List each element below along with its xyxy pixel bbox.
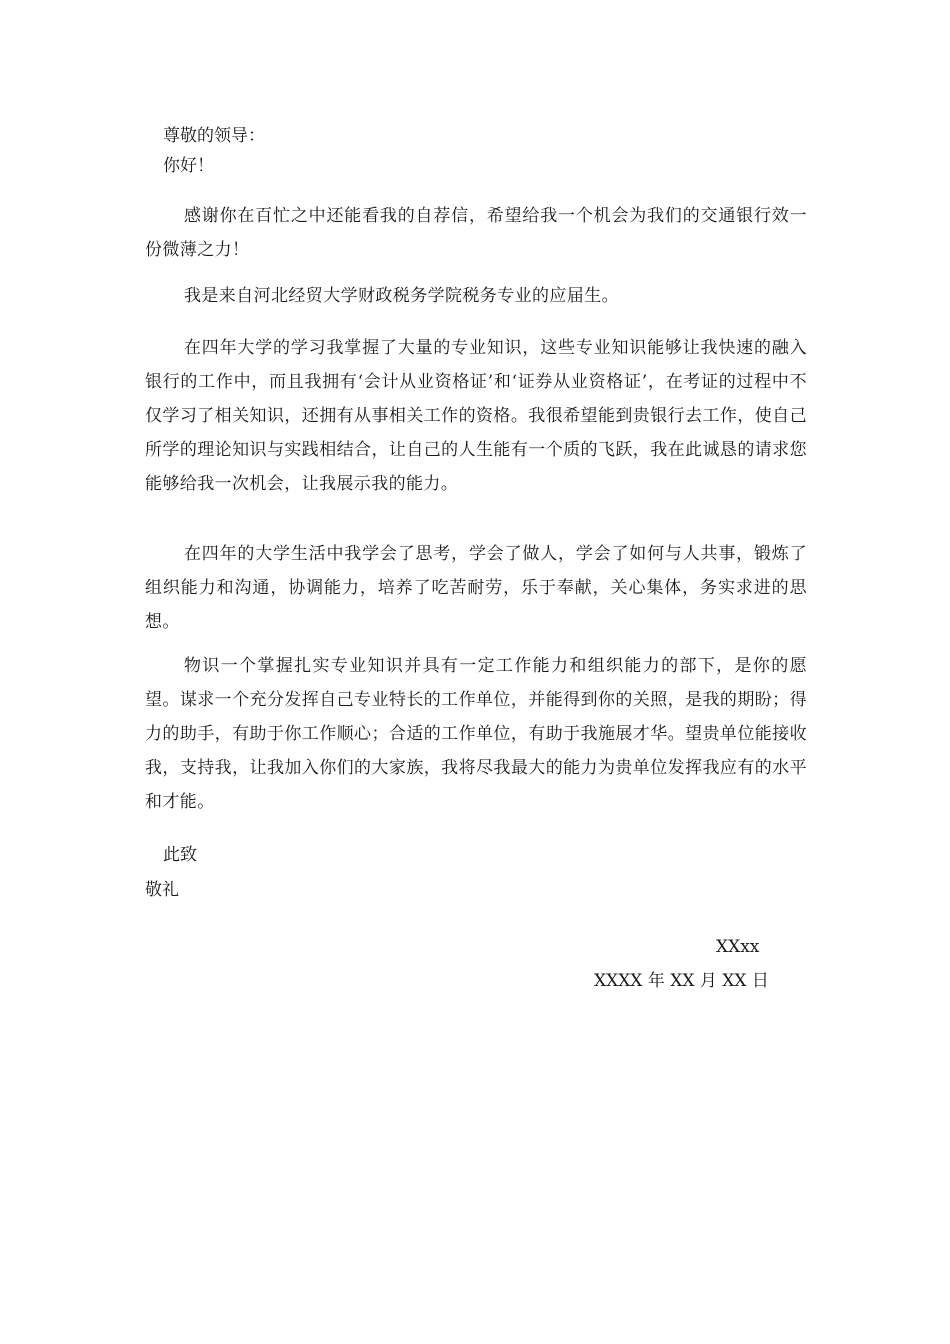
closing-jingli: 敬礼 — [145, 880, 179, 900]
paragraph-thanks: 感谢你在百忙之中还能看我的自荐信，希望给我一个机会为我们的交通银行效一份微薄之力！ — [145, 206, 807, 260]
closing-cizhi: 此致 — [163, 845, 197, 865]
greeting: 你好！ — [163, 156, 214, 176]
signature: XXxx — [716, 937, 760, 957]
paragraph-intro: 我是来自河北经贸大学财政税务学院税务专业的应届生。 — [184, 286, 619, 306]
paragraph-expectation: 物识一个掌握扎实专业知识并具有一定工作能力和组织能力的部下，是你的愿望。谋求一个充分发挥自己专业特长的工作单位，并能得到你的关照，是我的期盼；得力的助手，有助于你工作顺心；合适的工作单位，有助于我施展才华。望贵单位能接收我，支持我，让我加入你们的大家族，我将尽我最大的能力为贵单位发挥我应有的水平和才能。 — [145, 656, 807, 812]
date: XXXX 年 XX 月 XX 日 — [594, 971, 769, 991]
paragraph-study: 在四年大学的学习我掌握了大量的专业知识，这些专业知识能够让我快速的融入银行的工作中，而且我拥有‘会计从业资格证’和‘证券从业资格证’，在考证的过程中不仅学习了相关知识，还拥有从事相关工作的资格。我很希望能到贵银行去工作，使自己所学的理论知识与实践相结合，让自己的人生能有一个质的飞跃，我在此诚恳的请求您能够给我一次机会，让我展示我的能力。 — [145, 338, 807, 494]
paragraph-college-life: 在四年的大学生活中我学会了思考，学会了做人，学会了如何与人共事，锻炼了组织能力和沟通，协调能力，培养了吃苦耐劳，乐于奉献，关心集体，务实求进的思想。 — [145, 544, 807, 632]
salutation: 尊敬的领导： — [163, 126, 265, 146]
